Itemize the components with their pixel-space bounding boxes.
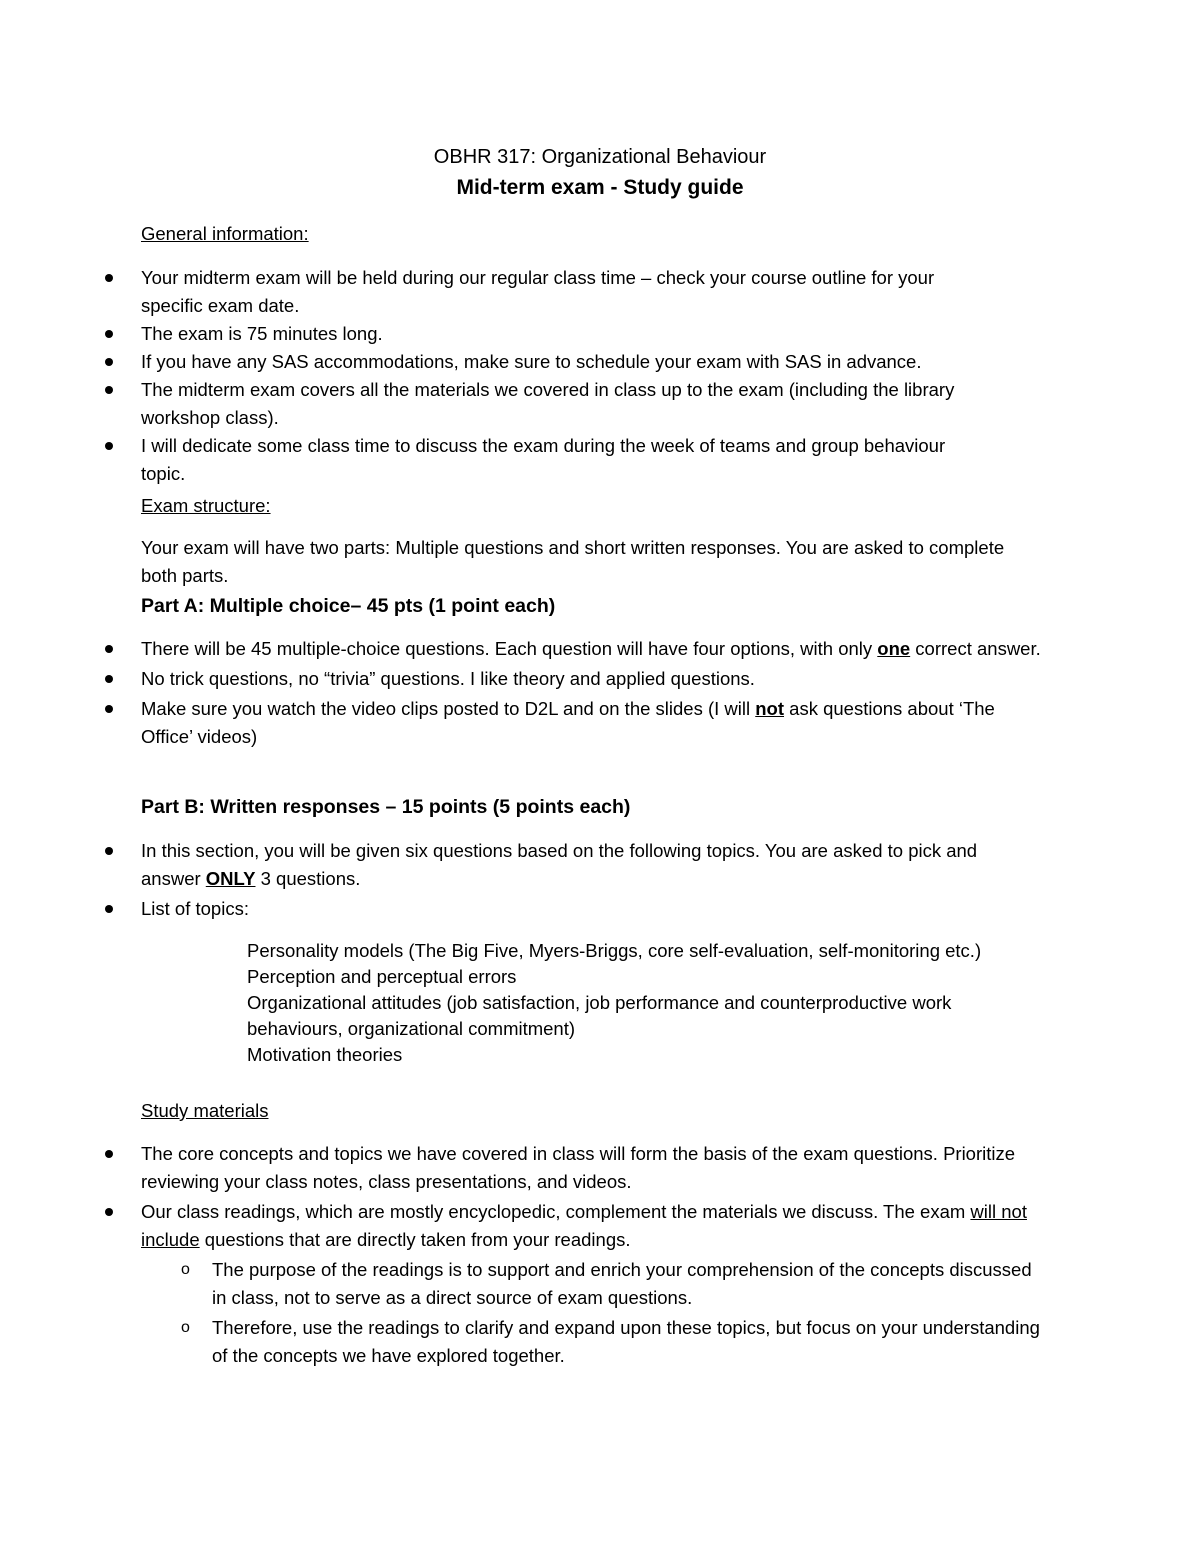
list-item: The midterm exam covers all the materials we covered in class up to the exam (including the library workshop class). [71, 376, 971, 432]
topic-item: Organizational attitudes (job satisfaction, job performance and counterproductive work behaviours, organizational commitment) [247, 992, 952, 1039]
list-item: List of topics: [71, 895, 1041, 923]
course-title: OBHR 317: Organizational Behaviour [433, 146, 767, 168]
list-item: Our class readings, which are mostly encyclopedic, complement the materials we discuss. The exam will not include questions that are directly taken from your readings. [71, 1198, 1041, 1254]
general-info-list [141, 264, 1041, 488]
study-materials-heading: Study materials [141, 1100, 269, 1121]
list-item: I will dedicate some class time to discuss the exam during the week of teams and group behaviour topic. [71, 432, 971, 488]
list-item: Make sure you watch the video clips posted to D2L and on the slides (I will not ask questions about ‘The Office’ videos) [71, 695, 1041, 751]
exam-structure-heading: Exam structure: [141, 495, 271, 516]
emphasis-one: one [877, 638, 911, 659]
exam-structure-text: Your exam will have two parts: Multiple questions and short written responses. You are asked to complete both parts. [141, 537, 1005, 586]
list-item: If you have any SAS accommodations, make sure to schedule your exam with SAS in advance. [71, 348, 971, 376]
list-item: The core concepts and topics we have covered in class will form the basis of the exam questions. Prioritize reviewing your class notes, class presentations, and videos. [71, 1140, 1071, 1196]
list-item: No trick questions, no “trivia” questions. I like theory and applied questions. [71, 665, 1041, 693]
sub-list-item: o Therefore, use the readings to clarify and expand upon these topics, but focus on your understanding of the concepts we have explored together. [71, 1314, 1042, 1370]
sub-list-item: o The purpose of the readings is to support and enrich your comprehension of the concepts discussed in class, not to serve as a direct source of exam questions. [71, 1256, 1042, 1312]
list-item: Your midterm exam will be held during our regular class time – check your course outline for your specific exam date. [71, 264, 971, 320]
emphasis-only: ONLY [205, 868, 256, 889]
list-item: In this section, you will be given six questions based on the following topics. You are asked to pick and answer ONLY 3 questions. [71, 837, 1041, 893]
topic-item: Perception and perceptual errors [247, 966, 517, 987]
part-a-list [71, 635, 1041, 751]
part-a-heading: Part A: Multiple choice– 45 pts (1 point each) [141, 595, 556, 617]
list-item: The exam is 75 minutes long. [71, 320, 971, 348]
document-subtitle: Mid-term exam - Study guide [456, 176, 744, 199]
study-materials-list [71, 1140, 1071, 1370]
emphasis-will-not-include: will not include [141, 1201, 1027, 1250]
topic-item: Personality models (The Big Five, Myers-Briggs, core self-evaluation, self-monitoring etc.) [247, 940, 982, 961]
emphasis-not: not [755, 698, 785, 719]
topics-list [141, 938, 1021, 1068]
general-info-heading: General information: [141, 223, 309, 244]
part-b-heading: Part B: Written responses – 15 points (5 points each) [141, 796, 631, 818]
part-b-list [71, 837, 1041, 923]
topic-item: Motivation theories [247, 1044, 403, 1065]
list-item: There will be 45 multiple-choice questions. Each question will have four options, with only one correct answer. [71, 635, 1041, 663]
